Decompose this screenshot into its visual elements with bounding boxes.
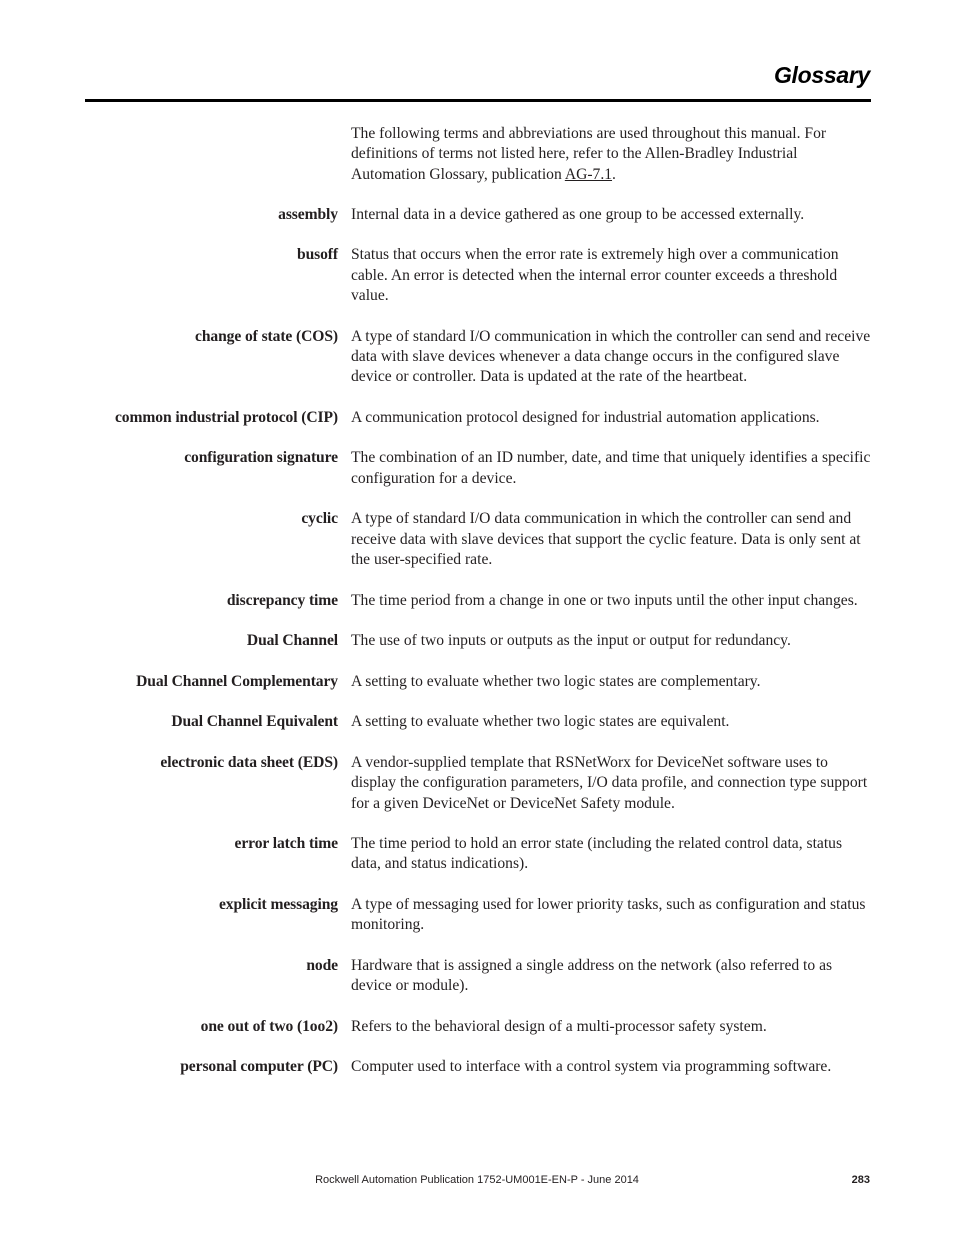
page-number: 283 [851, 1174, 870, 1186]
glossary-term: explicit messaging [218, 895, 338, 913]
glossary-definition: The combination of an ID number, date, and time that uniquely identifies a specific configuration for a device. [351, 449, 871, 487]
glossary-entry [85, 712, 871, 732]
glossary-term: electronic data sheet (EDS) [160, 753, 338, 771]
glossary-definition: Refers to the behavioral design of a multi-processor safety system. [351, 1017, 767, 1035]
glossary-definition: A setting to evaluate whether two logic states are equivalent. [351, 713, 730, 731]
glossary-definition: Status that occurs when the error rate is extremely high over a communication cable. An error is detected when the internal error counter exceeds a threshold value. [351, 246, 839, 305]
glossary-entry [85, 408, 871, 428]
intro-text-end: . [612, 165, 616, 183]
page-title: Glossary [773, 62, 870, 88]
glossary-term: discrepancy time [226, 591, 338, 609]
glossary-entry [85, 448, 871, 489]
intro-paragraph [351, 124, 871, 185]
glossary-definition: A type of standard I/O communication in which the controller can send and receive data with slave devices whenever a data change occurs in the configured slave device or controller. Data is updated at the rate of the heartbeat. [351, 327, 871, 386]
glossary-term: configuration signature [184, 449, 338, 467]
glossary-definition: The time period to hold an error state (including the related control data, status data, and status indications). [351, 835, 843, 873]
glossary-entry [85, 956, 871, 997]
glossary-term: one out of two (1oo2) [200, 1017, 338, 1035]
glossary-definition: A vendor-supplied template that RSNetWorx for DeviceNet software uses to display the configuration parameters, I/O data profile, and connection type support for a given DeviceNet or DeviceNet Safety module. [351, 753, 868, 812]
glossary-term: common industrial protocol (CIP) [114, 408, 338, 426]
intro-text: The following terms and abbreviations are used throughout this manual. For definitions of terms not listed here, refer to the Allen-Bradley Industrial Automation Glossary, publication [351, 125, 827, 183]
glossary-definition: Computer used to interface with a control system via programming software. [351, 1058, 832, 1076]
glossary-entry [85, 205, 871, 225]
glossary-entry [85, 1017, 871, 1037]
footer-publication: Rockwell Automation Publication 1752-UM001E-EN-P - June 2014 [315, 1174, 639, 1186]
glossary-term: Dual Channel [246, 632, 338, 650]
glossary-term: error latch time [234, 835, 338, 853]
glossary-term: cyclic [301, 510, 338, 528]
glossary-entry [85, 1057, 871, 1077]
glossary-entry [85, 672, 871, 692]
glossary-term: Dual Channel Complementary [136, 672, 338, 690]
glossary-definition: A communication protocol designed for industrial automation applications. [351, 408, 820, 426]
glossary-entry [85, 591, 871, 611]
glossary-term: personal computer (PC) [180, 1058, 338, 1076]
ag-7-1-link[interactable]: AG-7.1 [564, 165, 613, 183]
glossary-definition: A type of standard I/O data communication in which the controller can send and receive data with slave devices that support the cyclic feature. Data is only sent at the user-specified rate. [351, 510, 861, 568]
glossary-term: change of state (COS) [195, 327, 338, 345]
glossary-term: assembly [278, 205, 338, 223]
glossary-entry [85, 509, 871, 570]
glossary-entry [85, 895, 871, 936]
glossary-definition: Internal data in a device gathered as one group to be accessed externally. [351, 205, 805, 223]
glossary-entry [85, 245, 871, 306]
glossary-entry [85, 631, 871, 651]
glossary-content [85, 124, 871, 1098]
glossary-term: Dual Channel Equivalent [171, 713, 338, 731]
glossary-definition: The use of two inputs or outputs as the input or output for redundancy. [351, 632, 791, 650]
glossary-term: node [306, 956, 338, 974]
glossary-definition: The time period from a change in one or two inputs until the other input changes. [351, 591, 858, 609]
glossary-definition: A type of messaging used for lower priority tasks, such as configuration and status monitoring. [351, 895, 866, 934]
glossary-definition: Hardware that is assigned a single address on the network (also referred to as device or module). [351, 956, 833, 995]
header-rule [85, 99, 871, 102]
glossary-definition: A setting to evaluate whether two logic states are complementary. [351, 672, 761, 690]
glossary-term: busoff [297, 246, 338, 264]
glossary-entry [85, 753, 871, 814]
glossary-entry [85, 327, 871, 388]
glossary-entry [85, 834, 871, 875]
